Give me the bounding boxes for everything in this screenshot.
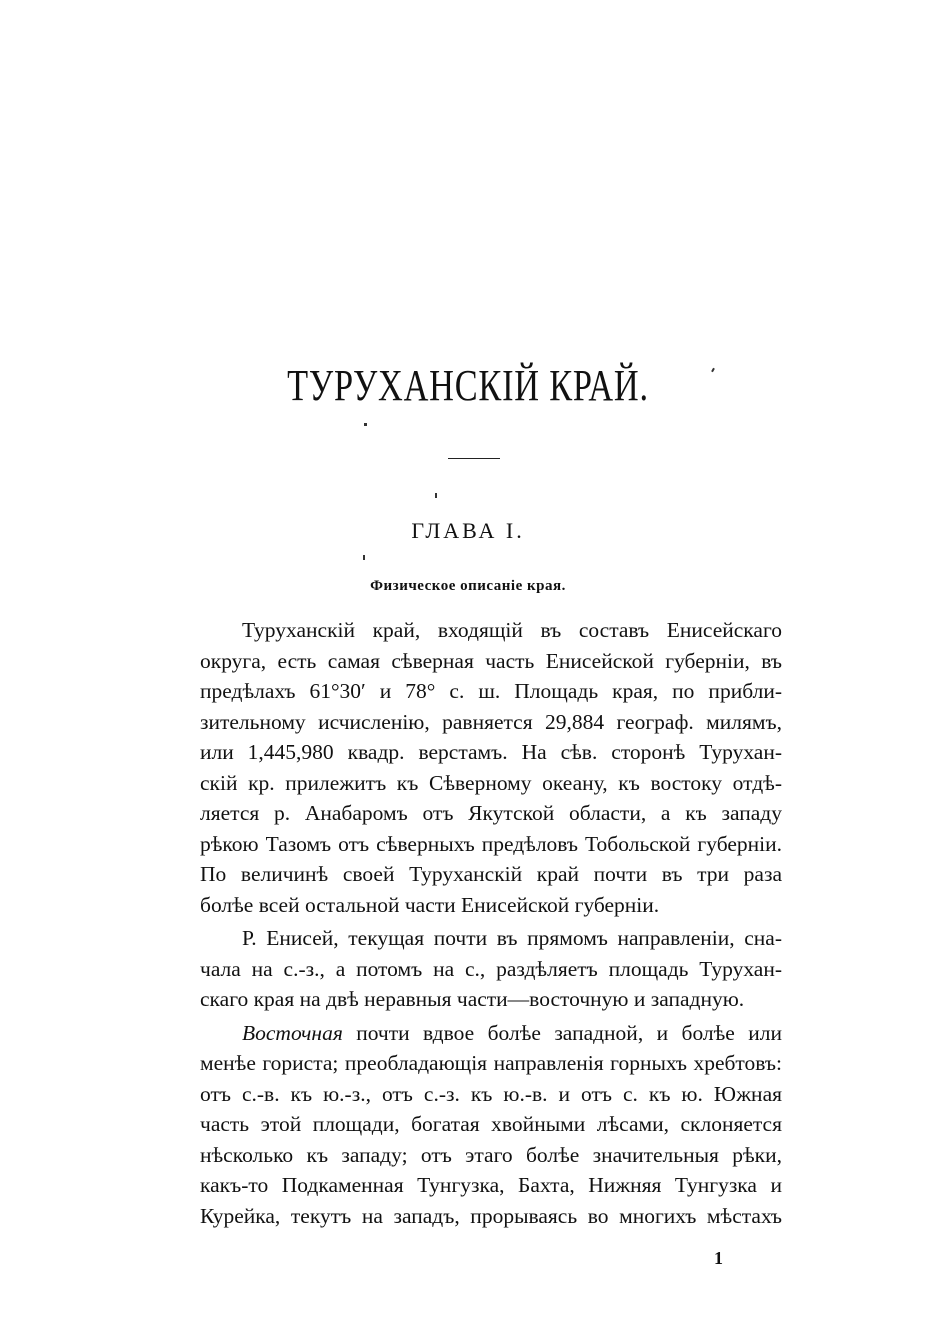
- text-fragment: почти вдвое болѣе западной, и болѣе или: [342, 1020, 782, 1045]
- text-line: нѣсколько къ западу; отъ этаго болѣе значительныя рѣки,: [200, 1142, 782, 1167]
- text-line: Туруханскій край, входящій въ составъ Енисейскаго: [242, 618, 782, 642]
- text-line: рѣкою Тазомъ отъ сѣверныхъ предѣловъ Тобольской губерніи.: [200, 831, 782, 856]
- paragraph-3: [158, 1018, 782, 1232]
- text-line: скій кр. прилежитъ къ Сѣверному океану, къ востоку отдѣ-: [200, 770, 782, 795]
- print-speck: [364, 423, 367, 426]
- text-line: болѣе всей остальной части Енисейской губерніи.: [200, 892, 660, 917]
- text-line: По величинѣ своей Туруханскій край почти въ три раза: [200, 862, 782, 886]
- text-line: округа, есть самая сѣверная часть Енисейской губерніи, въ: [200, 648, 782, 673]
- text-line: зительному исчисленію, равняется 29,884 географ. милямъ,: [200, 709, 782, 734]
- print-speck: [435, 493, 437, 498]
- text-line: скаго края на двѣ неравныя части—восточную и западную.: [200, 987, 745, 1011]
- text-line: отъ с.-в. къ ю.-з., отъ с.-з. къ ю.-в. и отъ с. къ ю. Южная: [200, 1081, 782, 1106]
- text-line: чала на с.-з., а потомъ на с., раздѣляетъ площадь Турухан-: [200, 956, 782, 981]
- text-line: Р. Енисей, текущая почти въ прямомъ направленіи, сна-: [242, 926, 782, 950]
- text-line: менѣе гориста; преобладающія направленія горныхъ хребтовъ:: [200, 1051, 782, 1075]
- text-line: часть этой площади, богатая хвойными лѣсами, склоняется: [200, 1112, 782, 1136]
- paragraph-1: [158, 615, 782, 920]
- page-title: ТУРУХАНСКІЙ КРАЙ.: [287, 361, 649, 410]
- text-line: ляется р. Анабаромъ отъ Якутской области, а къ западу: [200, 801, 782, 825]
- text-line: [158, 1018, 782, 1049]
- text-line: Курейка, текутъ на западъ, прорываясь во многихъ мѣстахъ: [200, 1203, 782, 1228]
- chapter-subtitle: Физическое описаніе края.: [370, 578, 566, 594]
- italic-lead-word: Восточная: [242, 1020, 343, 1045]
- paragraph-2: [158, 923, 782, 1015]
- body-text: [158, 615, 782, 1234]
- text-line: какъ-то Подкаменная Тунгузка, Бахта, Нижняя Тунгузка и: [200, 1173, 782, 1197]
- text-line: или 1,445,980 квадр. верстамъ. На сѣв. сторонѣ Турухан-: [200, 740, 782, 764]
- title-divider: [448, 458, 500, 459]
- page-number: 1: [714, 1248, 723, 1268]
- print-speck: [363, 555, 365, 560]
- chapter-heading: ГЛАВА I.: [411, 518, 525, 543]
- text-line: предѣлахъ 61°30′ и 78° с. ш. Площадь края, по прибли-: [200, 679, 782, 703]
